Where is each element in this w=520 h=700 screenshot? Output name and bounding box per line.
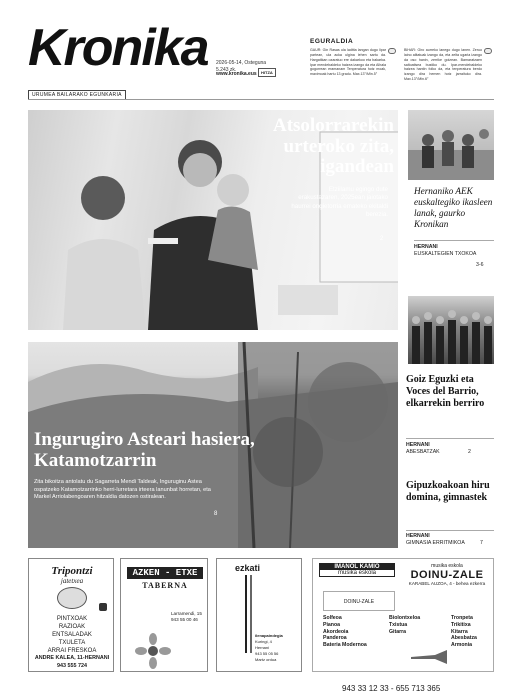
lead-headline[interactable]: Atsolorrarekin urteroko zita, igandean bbox=[272, 115, 394, 178]
ad-ezkati-line4: 943 55 05 56 bbox=[255, 651, 279, 656]
sidebar-tag-gym-place: HERNANI bbox=[406, 533, 430, 539]
sidebar-headline-aek[interactable]: Hernaniko AEK euskaltegiko ikasleen lanak, gaurko Kronikan bbox=[414, 186, 493, 230]
ad-music-course: Txistua bbox=[389, 621, 408, 628]
ad-tripontzi-item: PINTXOAK bbox=[56, 616, 88, 622]
website-link[interactable]: www.kronika.eus bbox=[216, 71, 257, 77]
ad-music-course: Tronpeta bbox=[451, 615, 473, 621]
sidebar-tag-choir-section: ABESBATZAK bbox=[406, 449, 440, 456]
sidebar-divider bbox=[406, 530, 494, 531]
cloud-icon bbox=[388, 48, 396, 54]
ad-ezkati-line1: ilenapaindegia bbox=[255, 633, 283, 638]
ad-tripontzi[interactable] bbox=[28, 558, 114, 672]
ad-music-phones: 943 33 12 33 - 655 713 365 bbox=[342, 684, 441, 693]
ad-music-col2 bbox=[389, 615, 420, 635]
second-summary: Zita bikoitza antolatu du Sagarreta Mendi Taldeak, Inguruginu Astea ospatzeko Katamotzarrinko herri-lurretara irteera lanunbat horretan, eta Markel Arriolabengoaren hitzaldia datozen ostiralean. bbox=[34, 479, 211, 501]
sidebar-photo-aek[interactable] bbox=[408, 110, 494, 180]
ad-ezkati-line5: Martz ordua bbox=[255, 657, 277, 662]
ad-tripontzi-item: ENTSALADAK bbox=[52, 632, 92, 639]
ad-music-course: Abesbatza bbox=[451, 635, 477, 642]
ad-music-course: Armonia bbox=[451, 642, 473, 648]
ad-music-course: Gitarra bbox=[389, 628, 407, 635]
ad-music-course: Kitarra bbox=[451, 628, 468, 635]
ad-tripontzi-name: Tripontzi bbox=[51, 565, 93, 577]
ad-music-course: Akordeoia bbox=[323, 628, 349, 635]
ad-music-course: Solfeoa bbox=[323, 615, 342, 621]
ad-tripontzi-item: ARRAI FRESKOA bbox=[47, 648, 97, 655]
sidebar-headline-choir[interactable]: Goiz Eguzki eta Voces del Barrio, elkarrekin berriro bbox=[406, 374, 485, 409]
ad-azken-etxe[interactable] bbox=[120, 558, 208, 672]
weather-tomorrow: BIHAR: Giro aurreko lanego dugo lanen. Zeruo laino alitatuak izango da, eta zelta ugaria izango da oso hanin, zerrike goizean. Bamaratzaen saltoatisea bustiko du. Ipar-mendebaldeko haizea hantin folko da, eta tenperatura berdo izango dira hemen hotz jarraituko dira. Max.13°/Min.6° bbox=[404, 48, 482, 82]
ad-music-col1 bbox=[323, 615, 367, 649]
sidebar-tag-choir bbox=[406, 442, 440, 456]
sidebar-photo-aek-illustration bbox=[408, 110, 494, 180]
partner-logo: HITZA bbox=[258, 68, 276, 77]
ad-tripontzi-items bbox=[29, 615, 114, 655]
chef-icon bbox=[57, 587, 87, 609]
cloud-icon bbox=[484, 48, 492, 54]
ad-ezkati-bar bbox=[245, 575, 247, 653]
ad-ezkati[interactable] bbox=[216, 558, 302, 672]
ad-azken-address: Larramendi, 15 bbox=[171, 611, 202, 616]
section-tag: URUMEA BAILARAKO EGUNKARIA bbox=[28, 90, 126, 100]
ad-ezkati-line2: Kuringi, 4 bbox=[255, 639, 272, 644]
issue-date-text: 2026-05-14, Osteguna bbox=[216, 60, 267, 66]
sidebar-tag-gym bbox=[406, 533, 465, 547]
issue-number: 5.243 zk. bbox=[216, 66, 237, 73]
sidebar-divider bbox=[414, 240, 494, 241]
ad-tripontzi-item: TXULETA bbox=[58, 640, 86, 647]
sidebar-tag-aek bbox=[414, 244, 494, 258]
sidebar-photo-choir-illustration bbox=[408, 296, 494, 364]
ad-music-course: Panderoa bbox=[323, 635, 347, 642]
ad-tripontzi-address: ANDRE KALEA, 11-HERNANI bbox=[34, 655, 110, 661]
ad-music-course: Trikitixa bbox=[451, 621, 471, 628]
ad-doinuzale-address: KARABEL AUZOA, 4 - behea ezkerra bbox=[408, 581, 486, 586]
lead-page-ref: 2 bbox=[380, 236, 384, 242]
ad-tripontzi-subtitle: jatetxea bbox=[60, 577, 84, 585]
sidebar-divider bbox=[406, 438, 494, 439]
ad-ezkati-name: ezkati bbox=[235, 563, 261, 573]
ad-tripontzi-phone: 943 555 724 bbox=[57, 663, 87, 669]
second-page-ref: 8 bbox=[214, 511, 218, 517]
ad-imanol-sub: musika eskola bbox=[337, 570, 376, 576]
ad-ezkati-info bbox=[255, 633, 283, 663]
ad-ezkati-line3: Hernani bbox=[255, 645, 270, 650]
second-headline[interactable]: Ingurugiro Asteari hasiera, Katamotzarrin bbox=[34, 429, 255, 471]
ad-tripontzi-item: RAZIOAK bbox=[58, 624, 86, 631]
sidebar-page-aek: 3-6 bbox=[476, 262, 484, 268]
ad-music-course: Biolontxeloa bbox=[389, 615, 421, 621]
sidebar-photo-choir[interactable] bbox=[408, 296, 494, 364]
ad-azken-name: AZKEN - ETXE bbox=[127, 567, 203, 579]
ad-imanol-title: IMANOL KAMIO bbox=[320, 564, 394, 570]
weather-today: GAUR: Gin Rasas ula laditta langan dugo lipar partean, ula acka ulgina lehen sartu da. Hargatikan ozaratuo ere dakarkoo eta bakarka. Ipar mendebaldeko haizea izango da eta Alhala gogorrean eramanam Tenperatura hotz moak, maximoak hartu 13 gradu. Max.13°/Min.5° bbox=[310, 48, 386, 77]
sidebar-page-gym: 7 bbox=[480, 540, 483, 546]
ad-azken-subtitle: TABERNA bbox=[142, 581, 188, 590]
ad-doinuzale-box bbox=[403, 563, 491, 586]
ad-music-col3 bbox=[451, 615, 477, 649]
ad-azken-phone: 943 55 00 46 bbox=[171, 617, 198, 623]
ad-ezkati-bar bbox=[250, 575, 252, 653]
sidebar-tag-gym-section: GIMNASIA ERRITMIKOA bbox=[406, 540, 465, 547]
sidebar-headline-gym[interactable]: Gipuzkoakoan hiru domina, gimnastek bbox=[406, 480, 490, 503]
ad-music-schools[interactable] bbox=[312, 558, 494, 672]
ad-doinuzale-title: DOINU-ZALE bbox=[410, 569, 484, 581]
ad-music-course: Pianoa bbox=[323, 621, 341, 628]
flower-icon bbox=[135, 633, 171, 669]
weather-title: EGURALDIA bbox=[310, 38, 354, 45]
masthead-logo[interactable]: Kronika bbox=[28, 19, 208, 77]
sidebar-page-choir: 2 bbox=[468, 449, 471, 455]
ad-imanol-box bbox=[319, 563, 395, 577]
lead-summary: Etziilamu egingo dute erakustazaren, 2025ean jaiotako haurrei ongietorria emateko ekitaldi berezia. bbox=[291, 186, 388, 219]
ad-doinuzale-prefix: musika eskola bbox=[431, 563, 463, 569]
ad-azken-contact bbox=[171, 611, 202, 624]
trumpet-icon bbox=[409, 649, 449, 665]
sidebar-tag-choir-place: HERNANI bbox=[406, 442, 430, 448]
facebook-icon[interactable] bbox=[99, 603, 107, 611]
masthead-divider bbox=[28, 99, 494, 100]
ad-music-course: Bateria Modernoa bbox=[323, 642, 367, 648]
sidebar-tag-aek-place: HERNANI bbox=[414, 244, 438, 250]
ad-doinuzale-mini-logo: DOINU-ZALE bbox=[323, 591, 395, 611]
sidebar-tag-aek-section: EUSKALTEGIEN TXOKOA bbox=[414, 251, 477, 258]
